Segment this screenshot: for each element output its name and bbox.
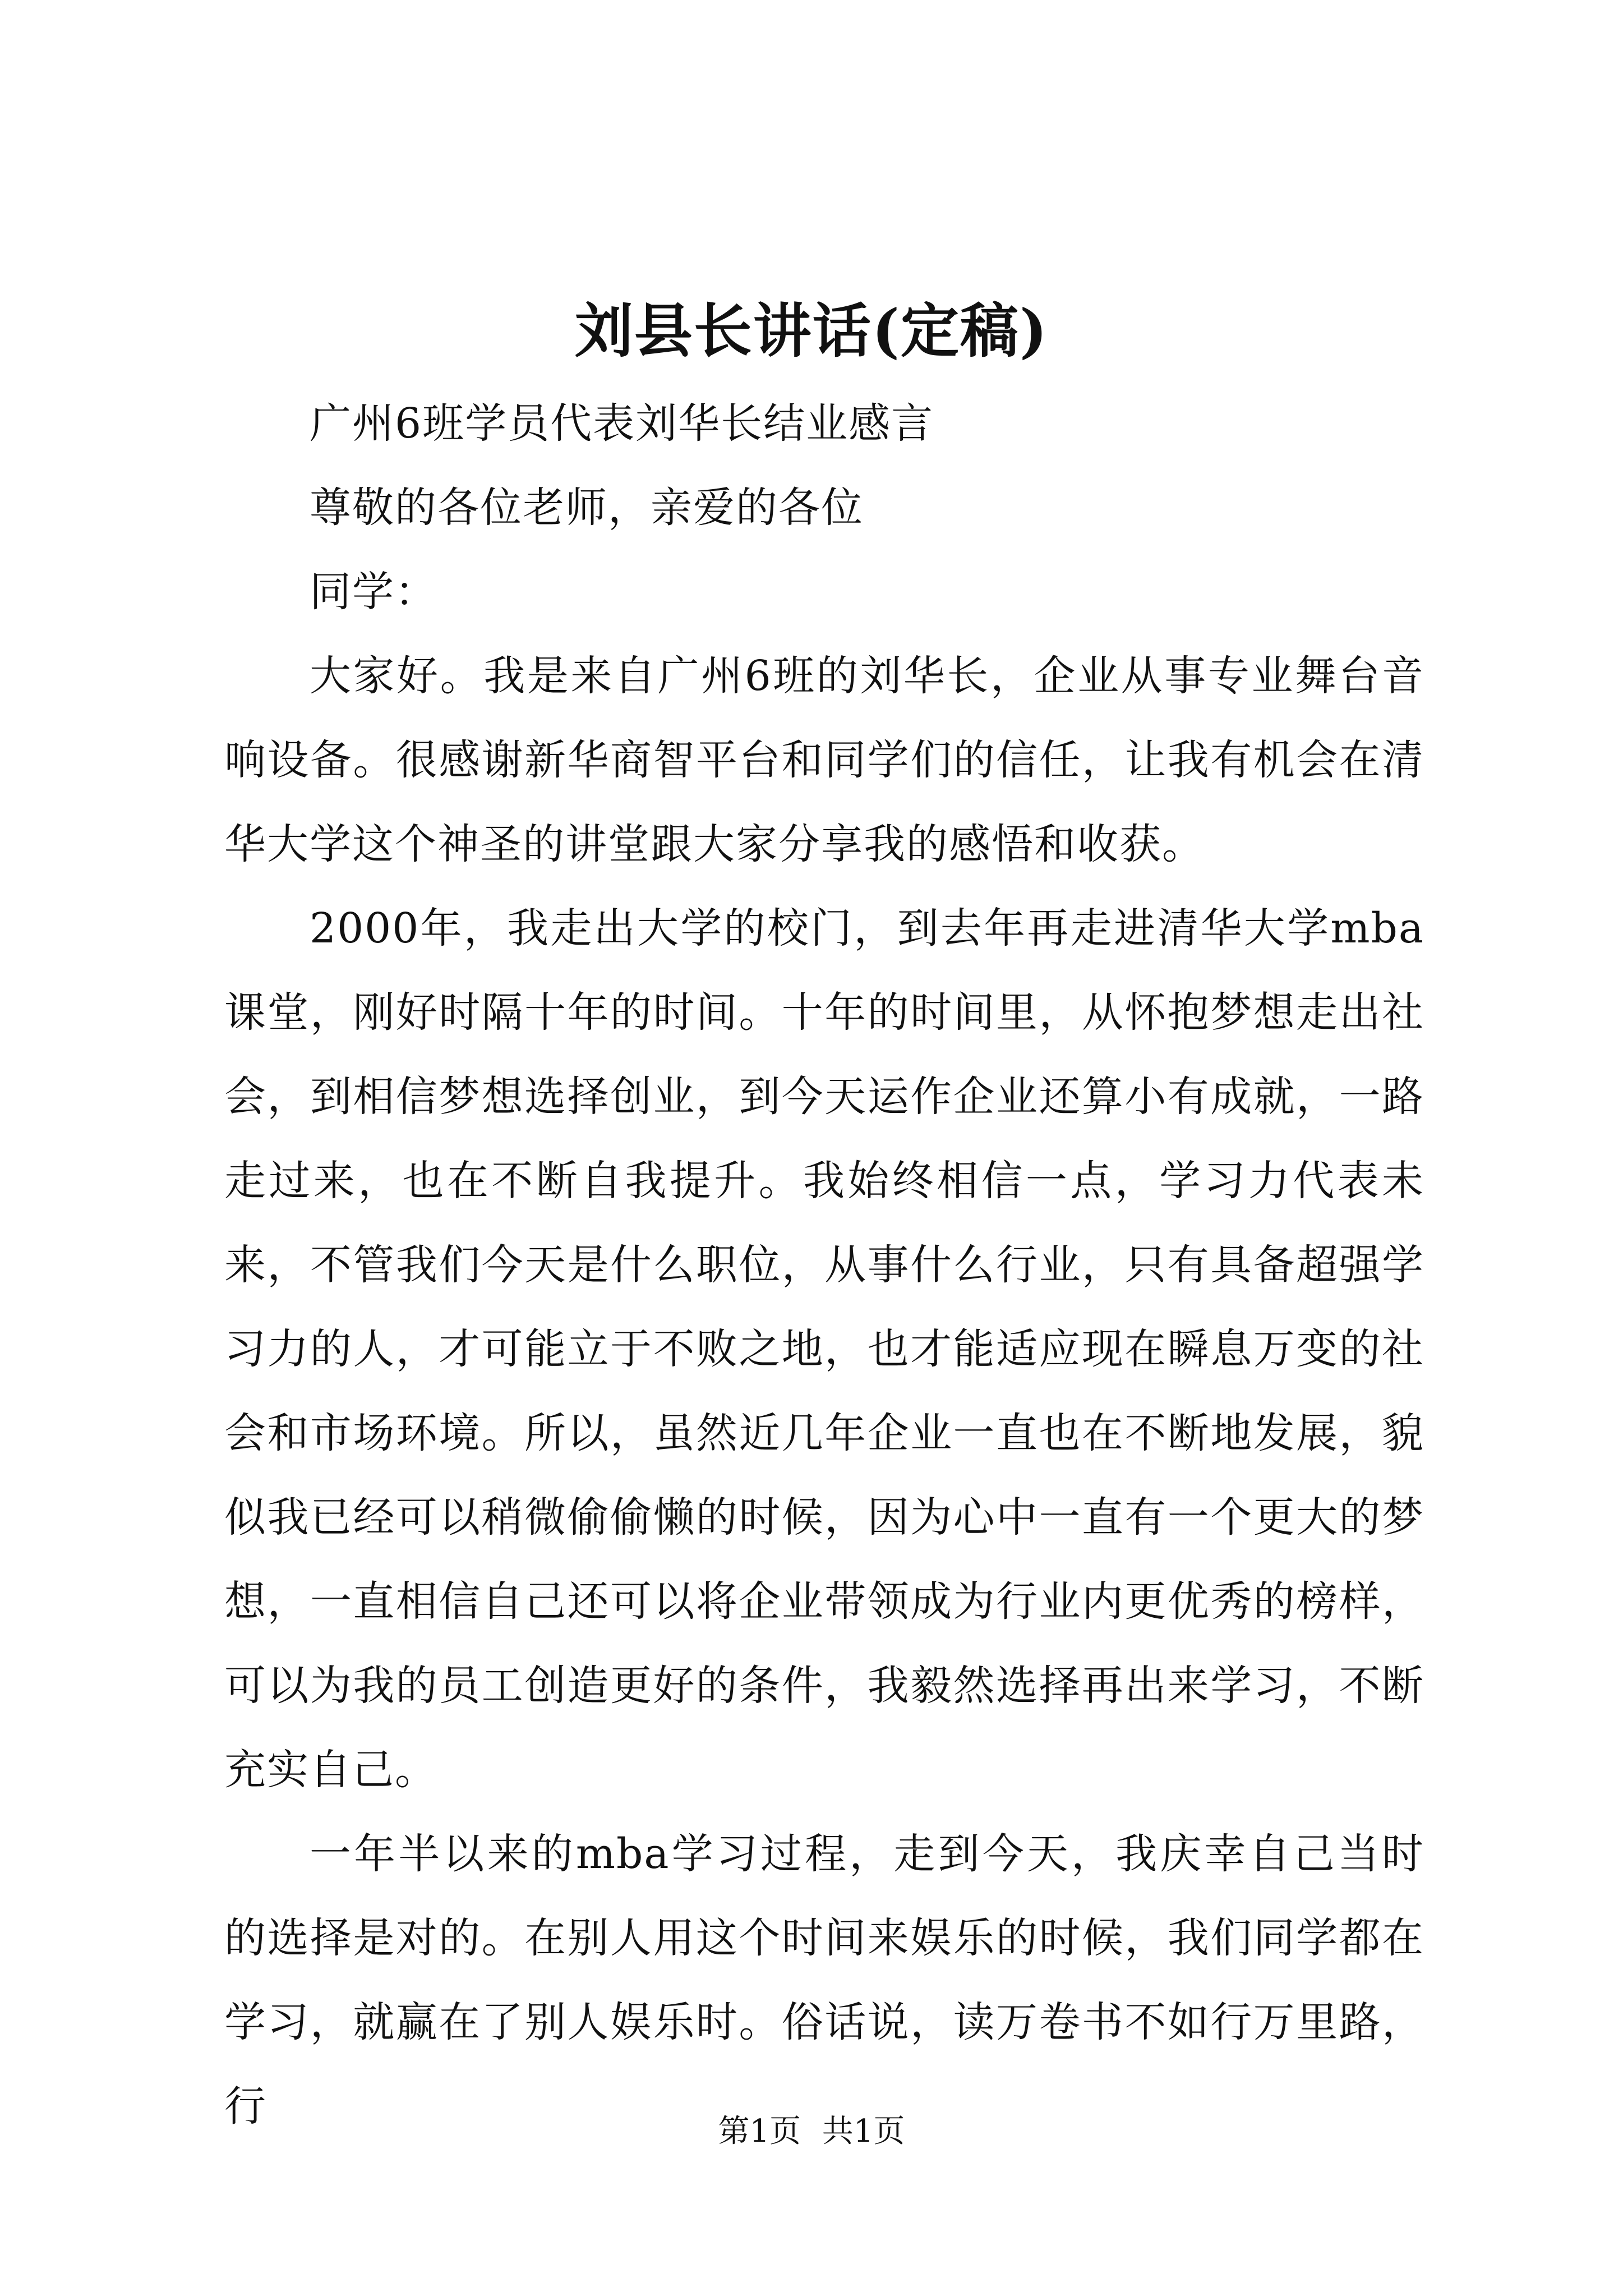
page-number-total: 共1页 bbox=[822, 2113, 905, 2150]
paragraph-intro: 大家好。我是来自广州6班的刘华长，企业从事专业舞台音响设备。很感谢新华商智平台和同学们的信任，让我有机会在清华大学这个神圣的讲堂跟大家分享我的感悟和收获。 bbox=[224, 652, 1424, 868]
page-number-current: 第1页 bbox=[718, 2113, 801, 2150]
paragraph-salutation-cont: 同学： bbox=[310, 568, 437, 616]
paragraph-main: 2000年，我走出大学的校门，到去年再走进清华大学mba课堂，刚好时隔十年的时间。十年的时间里，从怀抱梦想走出社会，到相信梦想选择创业，到今天运作企业还算小有成就，一路走过来，也在不断自我提升。我始终相信一点，学习力代表未来，不管我们今天是什么职位，从事什么行业，只有具备超强学习力的人，才可能立于不败之地，也才能适应现在瞬息万变的社会和市场环境。所以，虽然近几年企业一直也在不断地发展，貌似我已经可以稍微偷偷懒的时候，因为心中一直有一个更大的梦想，一直相信自己还可以将企业带领成为行业内更优秀的榜样，可以为我的员工创造更好的条件，我毅然选择再出来学习，不断充实自己。 bbox=[224, 904, 1424, 1794]
paragraph-heading: 广州6班学员代表刘华长结业感言 bbox=[310, 399, 934, 448]
document-body bbox=[224, 381, 1424, 2148]
paragraph-salutation: 尊敬的各位老师，亲爱的各位 bbox=[310, 484, 864, 532]
page-footer bbox=[0, 2109, 1623, 2154]
document-title: 刘县长讲话(定稿) bbox=[574, 296, 1049, 365]
paragraph-mba: 一年半以来的mba学习过程，走到今天，我庆幸自己当时的选择是对的。在别人用这个时间来娱乐的时候，我们同学都在学习，就赢在了别人娱乐时。俗话说，读万卷书不如行万里路，行 bbox=[224, 1830, 1424, 2131]
